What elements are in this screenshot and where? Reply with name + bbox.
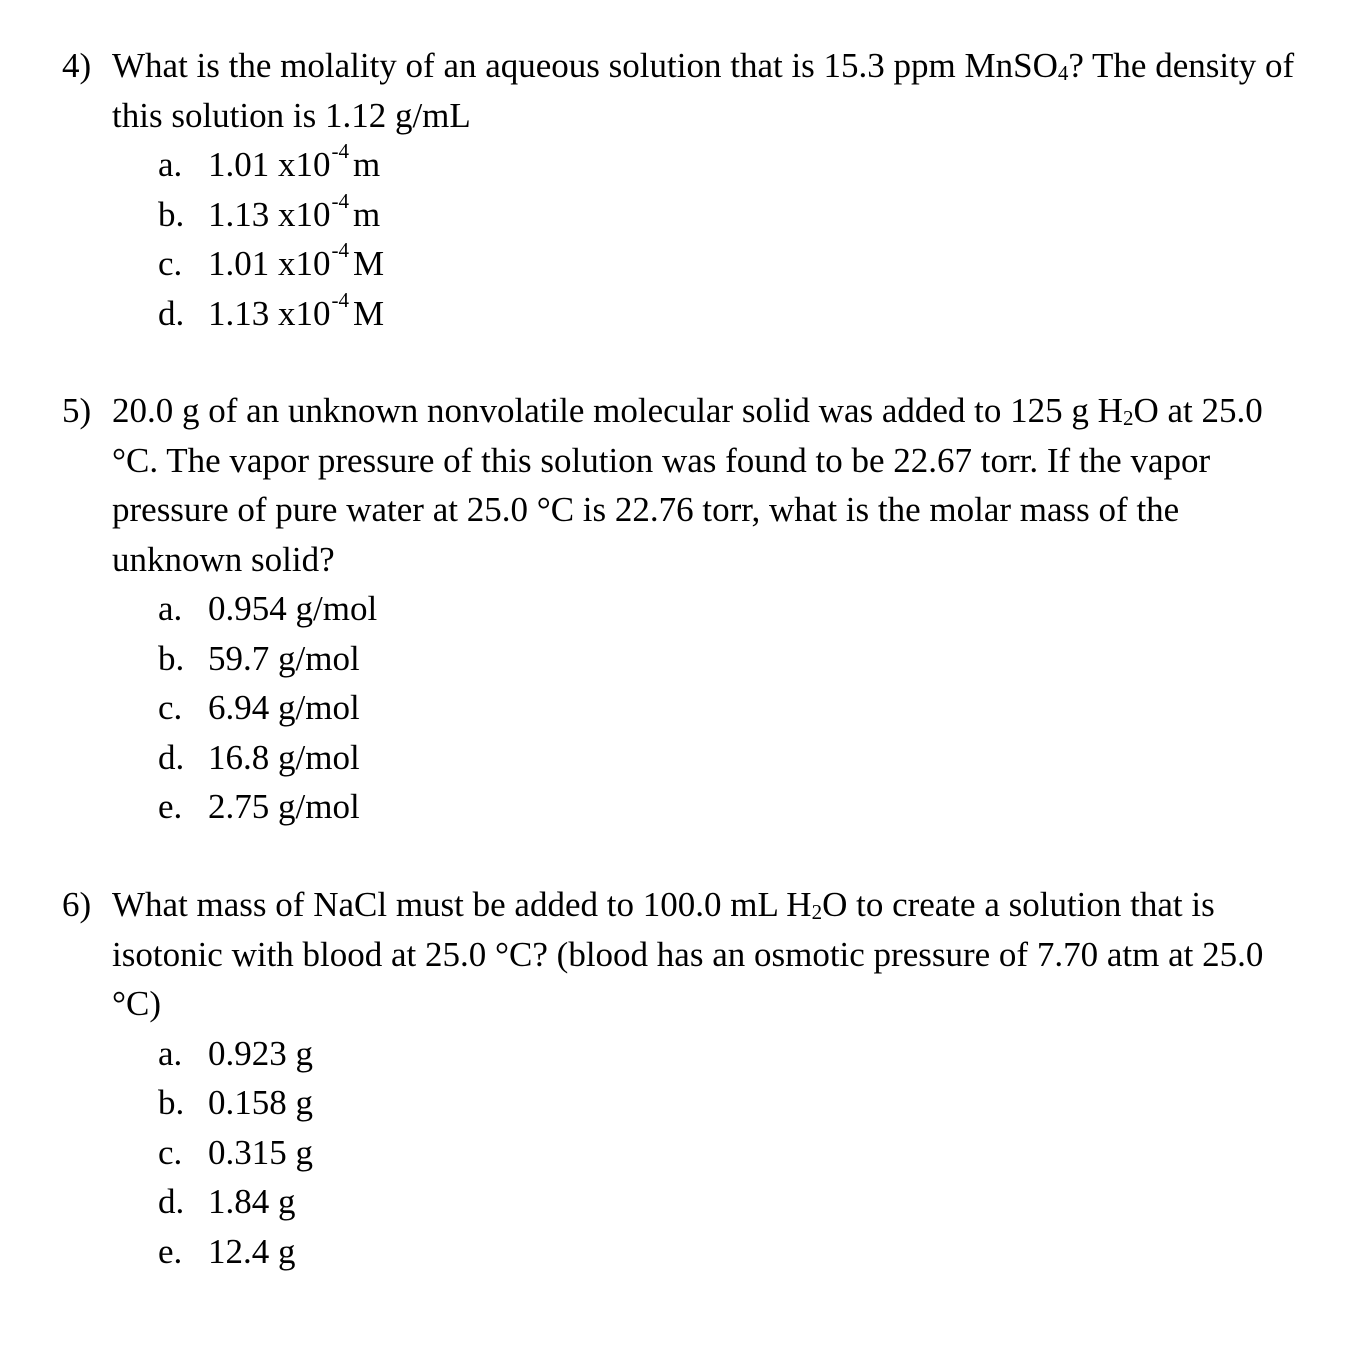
option-text: 1.01 $x10^{-4}$ M [208, 238, 385, 283]
option-letter: b. [158, 638, 185, 678]
option-letter: c. [158, 244, 183, 283]
option-text: 0.954 g/mol [208, 589, 378, 628]
exponent: -4 [331, 188, 349, 213]
option-letter: e. [158, 787, 183, 826]
exponent: -4 [331, 238, 349, 263]
answer-option-b[interactable] [158, 1078, 1302, 1128]
answer-option-e[interactable] [158, 1227, 1302, 1277]
option-letter: a. [158, 145, 183, 184]
option-text: 1.01 $x10^{-4}$ m [208, 139, 381, 184]
option-text: 12.4 g [208, 1231, 296, 1271]
answer-option-a[interactable] [158, 1029, 1302, 1079]
subscript: 2 [1122, 406, 1134, 431]
answer-option-c[interactable] [158, 1128, 1302, 1178]
answer-option-b[interactable] [158, 634, 1302, 684]
question-5-stem [62, 386, 1302, 584]
answer-option-e[interactable] [158, 782, 1302, 832]
question-text: 20.0 g of an unknown nonvolatile molecular solid was added to 125 g $H_2O$ at 25.0 °C. The vapor pressure of this solution was found to be 22.67 torr. If the vapor pressure of pure water at 25.0 °C is 22.76 torr, what is the molar mass of the unknown solid? [112, 391, 1263, 579]
answer-options [158, 140, 1302, 338]
answer-option-c[interactable] [158, 239, 1302, 289]
option-text: 1.84 g [208, 1182, 296, 1221]
answer-option-d[interactable] [158, 1177, 1302, 1227]
question-4-stem [62, 41, 1302, 140]
answer-option-b[interactable] [158, 190, 1302, 240]
exponent: -4 [331, 287, 349, 312]
option-letter: c. [158, 688, 183, 727]
option-text: 0.315 g [208, 1132, 313, 1172]
question-6 [62, 880, 1302, 1276]
question-4 [62, 41, 1302, 338]
answer-option-d[interactable] [158, 289, 1302, 339]
option-letter: d. [158, 293, 185, 333]
option-text: 0.923 g [208, 1033, 313, 1073]
option-text: 16.8 g/mol [208, 737, 360, 777]
answer-option-a[interactable] [158, 584, 1302, 634]
option-letter: c. [158, 1132, 183, 1172]
option-text: 59.7 g/mol [208, 638, 360, 678]
question-number: 4) [62, 46, 92, 85]
answer-options [158, 1029, 1302, 1277]
option-text: 0.158 g [208, 1083, 313, 1122]
option-letter: b. [158, 1083, 185, 1122]
question-text: What mass of NaCl must be added to 100.0 mL $H_2O$ to create a solution that is isotonic with blood at 25.0 °C? (blood has an osmotic pressure of 7.70 atm at 25.0 °C) [112, 885, 1264, 1023]
question-5 [62, 386, 1302, 832]
option-letter: e. [158, 1231, 183, 1271]
option-letter: d. [158, 737, 185, 777]
option-text: 6.94 g/mol [208, 688, 360, 727]
answer-option-a[interactable] [158, 140, 1302, 190]
option-letter: b. [158, 194, 185, 234]
question-text: What is the molality of an aqueous solution that is 15.3 ppm MnSO$_4$? The density of this solution is 1.12 g/mL [112, 46, 1295, 135]
option-letter: a. [158, 589, 183, 628]
option-text: 2.75 g/mol [208, 787, 360, 826]
option-letter: d. [158, 1182, 185, 1221]
option-text: 1.13 $x10^{-4}$ M [208, 287, 385, 333]
subscript: 2 [811, 900, 823, 925]
answer-option-c[interactable] [158, 683, 1302, 733]
exponent: -4 [331, 139, 349, 164]
answer-option-d[interactable] [158, 733, 1302, 783]
question-6-stem [62, 880, 1302, 1029]
question-number: 6) [62, 885, 92, 924]
option-letter: a. [158, 1033, 183, 1073]
subscript: 4 [1057, 61, 1069, 86]
option-text: 1.13 $x10^{-4}$ m [208, 188, 381, 234]
answer-options [158, 584, 1302, 832]
question-number: 5) [62, 391, 92, 430]
